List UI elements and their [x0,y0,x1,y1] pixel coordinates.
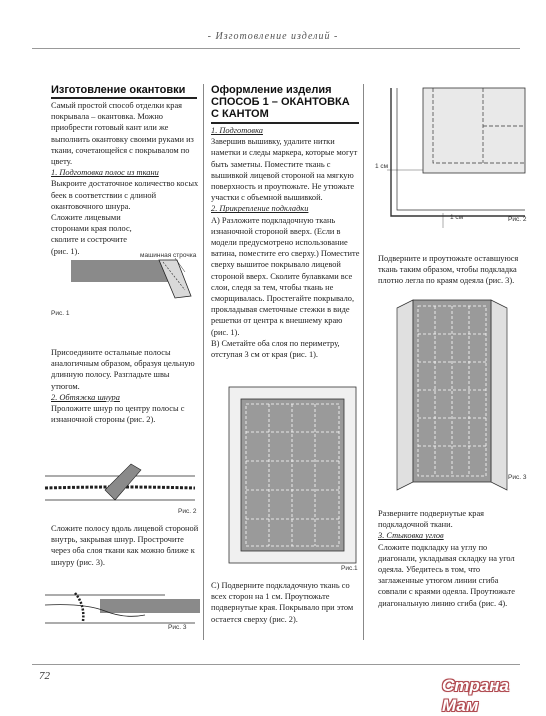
column-divider-right [363,84,364,640]
left-figure-1-caption: Рис. 1 [51,310,70,317]
middle-paragraph-1: Завершив вышивку, удалите нитки наметки и следы маркера, которые могут быть заметны. Поместите ткань с вышивкой лицевой стороной на мягкую поверхность и проутюжьте. Не утюжьте участки с объемной вышивкой. [211,137,358,203]
left-figure-1-label: машинная строчка [140,252,197,259]
right-figure-2-label-horizontal: 1 см [450,214,464,221]
column-divider-left [203,84,204,640]
left-text-middle [51,347,199,425]
left-subheading-2: 2. Обтяжка шнура [51,392,120,402]
left-paragraph-6: Сложите полосу вдоль лицевой стороной внутрь, закрывая шнур. Прострочите через оба слоя ткани как можно ближе к шнуру (рис. 3). [51,524,199,567]
right-paragraph-1: Подверните и проутюжьте оставшуюся ткань таким образом, чтобы подкладка плотно легла по краям одеяла (рис. 3). [378,254,519,286]
left-figure-2-caption: Рис. 2 [178,508,197,515]
title-rule [32,48,520,49]
right-paragraph-3: Сложите подкладку на углу по диагонали, укладывая складку на угол одеяла. Убедитесь в том, что заглаженные утюгом линии сгиба совпали с краями одеяла. Проутюжьте диагональную линию сгиба (рис. 4). [378,542,515,608]
middle-paragraph-3: В) Сметайте оба слоя по периметру, отступая 3 см от края (рис. 1). [211,338,340,360]
right-figure-3-caption: Рис. 3 [508,474,527,481]
right-paragraph-2: Разверните подвернутые края подкладочной ткани. [378,509,485,530]
right-subheading-3: 3. Стыковка углов [378,531,444,541]
middle-text-bottom [211,580,361,625]
middle-heading-line-2: СПОСОБ 1 – ОКАНТОВКА [211,96,350,108]
section-title: - Изготовление изделий - [207,31,339,42]
page-number: 72 [39,670,50,682]
left-heading-rule [51,97,197,99]
middle-text-top [211,125,361,360]
watermark-logo: Страна Мам [442,676,509,715]
middle-paragraph-4: С) Подверните подкладочную ткань со всех сторон на 1 см. Проутюжьте подвернутые края. Покрывало при этом остается сверху (рис. 2). [211,581,354,624]
left-paragraph-3: Сложите лицевыми сторонами края полос, сколите и сострочите (рис. 1). [51,213,132,256]
footer-rule [32,664,520,665]
middle-heading-rule [211,122,359,124]
left-paragraph-4: Присоедините остальные полосы аналогичным образом, образуя цельную длинную полосу. Разгладьте швы утюгом. [51,348,195,391]
left-figure-1 [51,250,201,340]
middle-heading [211,84,361,120]
right-text-bottom [378,508,523,609]
middle-heading-line-3: С КАНТОМ [211,108,269,120]
middle-figure-caption: Рис.1 [341,565,358,572]
middle-subheading-2: 2. Прикрепление подкладки [211,204,309,214]
right-figure-2 [373,88,525,233]
right-text-top [378,253,523,287]
left-paragraph-5: Проложите шнур по центру полосы с изнаночной стороны (рис. 2). [51,404,185,425]
middle-figure-quilt [229,387,359,565]
middle-paragraph-2: А) Разложите подкладочную ткань изнаночной стороной вверх. (Если в модели предусмотрено использование ватина, поместите его сверху.) Поместите сверху вышитое покрывало лицевой стороной вверх. Сколите булавками все слои, следя за тем, чтобы ткань не сморщивалась. Простегайте покрывало, прокладывая сметочные стежки в виде решетки от центра к внешнему краю (рис. 1). [211,215,360,337]
right-figure-3 [397,300,507,490]
right-figure-2-caption: Рис. 2 [508,216,527,223]
left-text-top [51,100,199,257]
left-paragraph-2: Выкроите достаточное количество косых беек в соответствии с длиной окантовочного шнура. [51,179,199,211]
middle-subheading-1: 1. Подготовка [211,126,263,135]
left-figure-2 [45,460,200,515]
middle-heading-line-1: Оформление изделия [211,84,332,96]
right-figure-2-label-vertical: 1 см [375,163,389,170]
left-text-bottom [51,523,199,568]
left-paragraph-1: Самый простой способ отделки края покрывала – окантовка. Можно приобрести готовый кант или же выполнить окантовку своими руками из ткани, сочетающейся с покрывалом по цвету. [51,101,194,167]
left-subheading-1: 1. Подготовка полос из ткани [51,168,159,178]
left-heading: Изготовление окантовки [51,84,186,96]
left-figure-3-caption: Рис. 3 [168,624,187,631]
